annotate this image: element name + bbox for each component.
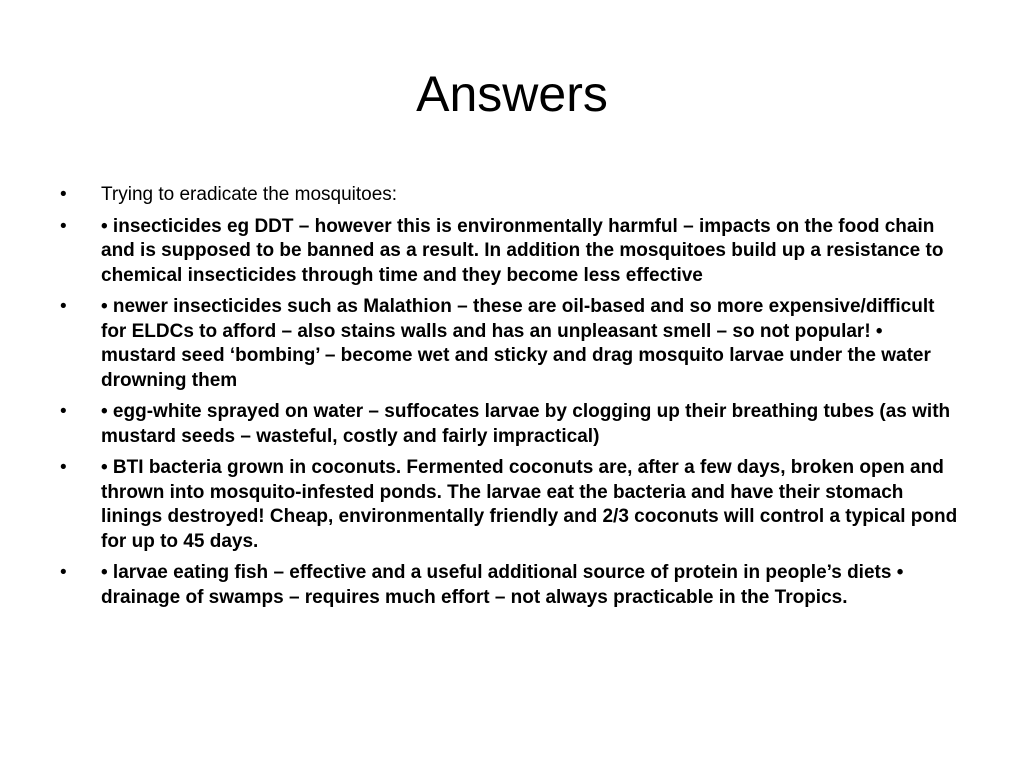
bullet-text: Trying to eradicate the mosquitoes:: [101, 184, 398, 205]
bullet-item-intro: [60, 183, 960, 208]
bullet-marker: •: [60, 215, 67, 237]
bullet-item-fish-drainage: [60, 561, 960, 610]
bullet-text: • BTI bacteria grown in coconuts. Fermented coconuts are, after a few days, broken open and thrown into mosquito-infested ponds. The larvae eat the bacteria and have their stomach linings destroyed! Cheap, environmentally friendly and 2/3 coconuts will control a typical pond for up to 45 days.: [101, 457, 958, 552]
bullet-item-ddt: [60, 215, 960, 289]
bullet-text: • larvae eating fish – effective and a useful additional source of protein in people’s diets • drainage of swamps – requires much effort – not always practicable in the Tropics.: [101, 562, 904, 608]
bullet-marker: •: [60, 457, 67, 478]
bullet-list: [60, 183, 960, 617]
bullet-item-egg-white: [60, 400, 960, 449]
bullet-item-malathion: [60, 295, 960, 393]
bullet-marker: •: [60, 296, 67, 317]
slide-title: Answers: [416, 66, 608, 122]
bullet-text: • newer insecticides such as Malathion – these are oil-based and so more expensive/difficult for ELDCs to afford – also stains walls and has an unpleasant smell – so not popular! • mustard seed ‘bombing’ – become wet and sticky and drag mosquito larvae under the water drowning them: [101, 296, 935, 391]
bullet-text: • egg-white sprayed on water – suffocates larvae by clogging up their breathing tubes (as with mustard seeds – wasteful, costly and fairly impractical): [101, 401, 951, 447]
bullet-marker: •: [60, 562, 67, 583]
bullet-marker: •: [60, 184, 67, 205]
bullet-item-bti-bacteria: [60, 456, 960, 554]
bullet-text: • insecticides eg DDT – however this is environmentally harmful – impacts on the food chain and is supposed to be banned as a result. In addition the mosquitoes build up a resistance to chemical insecticides through time and they become less effective: [101, 215, 944, 286]
bullet-marker: •: [60, 401, 67, 422]
